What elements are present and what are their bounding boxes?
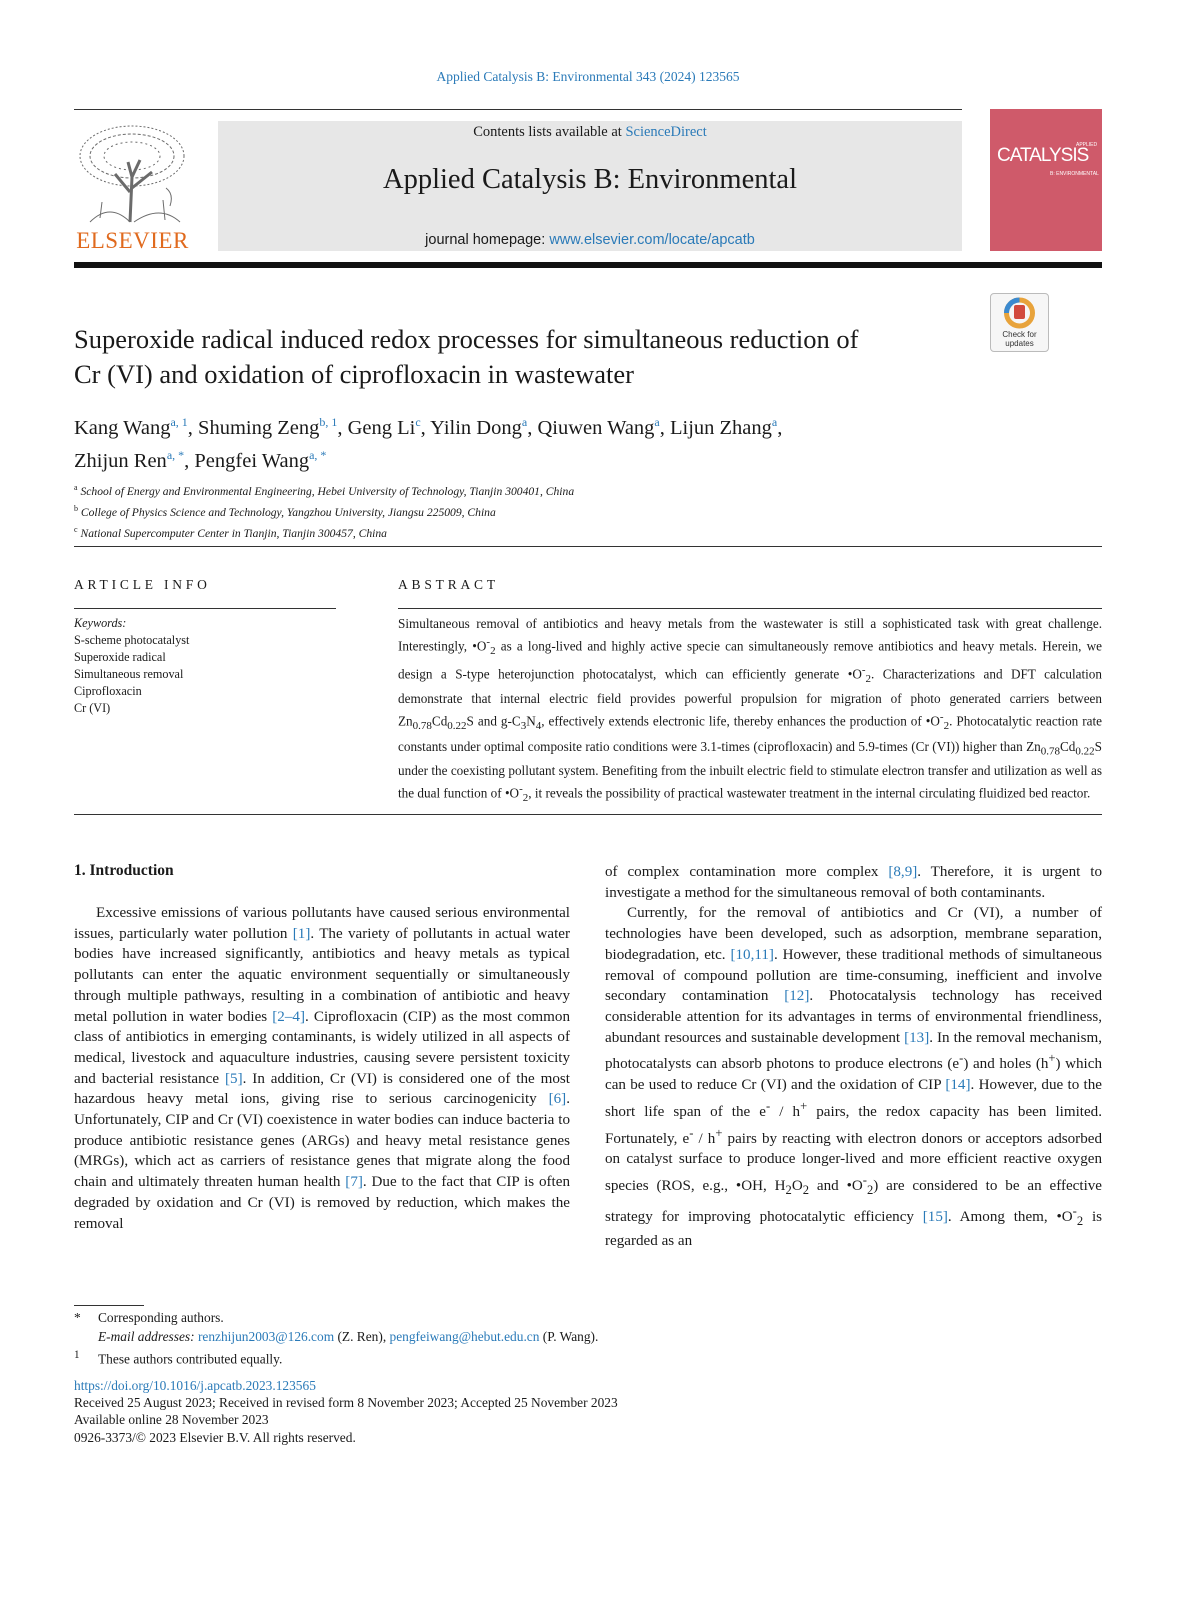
citation-link[interactable]: [13] [904,1029,930,1046]
author-geng-li[interactable]: Geng Li$^c$ [347,415,421,439]
citation-link[interactable]: [1] [292,925,311,942]
abstract-bottom-rule [74,814,1102,815]
contents-prefix: Contents lists available at [473,124,626,140]
corresponding-footnote: * Corresponding authors. [74,1310,224,1325]
cover-title: CATALYSIS [997,145,1089,166]
affiliations-divider [74,546,1102,547]
author-pengfei-wang[interactable]: Pengfei Wang$^{a, *}$ [194,447,327,472]
homepage-link[interactable]: www.elsevier.com/locate/apcatb [549,232,755,248]
keyword-item: Ciprofloxacin [74,684,142,698]
affiliations [74,479,974,542]
introduction-heading: 1. Introduction [74,862,174,879]
online-date: Available online 28 November 2023 [74,1412,269,1428]
journal-banner [218,121,962,251]
homepage-prefix: journal homepage: [425,232,550,248]
sciencedirect-link[interactable]: ScienceDirect [625,124,707,140]
citation-link[interactable]: [6] [548,1091,567,1108]
keyword-item: Cr (VI) [74,701,111,715]
banner-bottom-rule [74,262,1102,268]
author-list: Kang Wang$^{a, 1}$, Shuming Zeng$^{b, 1}$, Geng Li$^c$, Yilin Dong$^a$, Qiuwen Wang$^a$, Lijun Zhang$^a$, Zhijun Ren$^{a, *}$, Pengfei Wang$^{a, *}$ [74,415,783,472]
affiliation-c: $^c$ National Supercomputer Center in Tianjin, Tianjin 300457, China [74,524,387,540]
keyword-item: Superoxide radical [74,650,166,664]
article-info-heading: ARTICLE INFO [74,577,211,592]
author-lijun-zhang[interactable]: Lijun Zhang$^a$ [670,415,778,439]
tree-icon [70,122,195,226]
intro-right-column: of complex contamination more complex [8,9]. Therefore, it is urgent to investigate a method for the simultaneous removal of both contaminants. Currently, for the removal of antibiotics and Cr (VI), a number of technologies have been developed, such as adsorption, membrane separation, biodegradation, etc. [10,11]. However, these traditional methods of simultaneous removal of compound pollution are time-consuming, inefficient and involve secondary contamination [12]. Photocatalysis technology has received considerable attention for its advantages in terms of environmental friendliness, abundant resources and sustainable development [13]. In the removal mechanism, photocatalysts can absorb photons to produce electrons (e-) and holes (h+) which can be used to reduce Cr (VI) and the oxidation of CIP [14]. However, due to the short life span of the e- / h+ pairs, the redox capacity has been limited. Fortunately, e- / h+ pairs by reacting with electron donors or acceptors adsorbed on catalyst surface to produce longer-lived and more efficient reactive oxygen species (ROS, e.g., •OH, $H_2O_2$ and $•O^-_2$) are considered to be an effective strategy for improving photocatalytic efficiency [15]. Among them, $•O^-_2$ is regarded as an [605,864,1103,1250]
author-kang-wang[interactable]: Kang Wang$^{a, 1}$ [74,415,188,439]
citation-link[interactable]: [12] [784,988,810,1005]
abstract-rule [398,608,1102,609]
citation-link[interactable]: [15] [922,1208,948,1225]
footnotes [74,1305,974,1368]
keywords-label: Keywords: [74,616,127,630]
citation-link[interactable]: [8,9] [888,864,918,880]
citation-link[interactable]: [10,11] [730,946,774,963]
elsevier-logo [70,122,195,254]
article-info-rule [74,608,336,609]
keyword-item: Simultaneous removal [74,667,184,681]
journal-cover-image [990,109,1102,251]
copyright: 0926-3373/© 2023 Elsevier B.V. All rights reserved. [74,1429,356,1445]
check-for-updates-button[interactable] [990,293,1049,352]
check-updates-label: Check for updates [1002,330,1037,348]
homepage-line [218,232,962,248]
citation-link[interactable]: [14] [945,1077,971,1094]
check-updates-icon [991,294,1048,330]
abstract-text: Simultaneous removal of antibiotics and heavy metals from the wastewater is still a sophisticated task with great challenge. Interestingly, $•O^-_2$ as a long-lived and highly active specie can simultaneously remove antibiotics and heavy metals. Herein, we design a S-type heterojunction photocatalyst, which can efficiently generate $•O^-_2$. Characterizations and DFT calculation demonstrate that internal electric field provides powerful propulsion for migration of photo generated carriers between $Zn_{0.78}Cd_{0.22}S$ and $g-C_3N_4$, effectively extends electronic life, thereby enhances the production of $•O^-_2$. Photocatalytic reaction rate constants under optimal composite ratio conditions were 3.1-times (ciprofloxacin) and 5.9-times (Cr (VI)) higher than $Zn_{0.78}Cd_{0.22}S$ under the coexisting pollutant system. Benefiting from the inbuilt electric field to stimulate electron transfer and utilization as well as the dual function of $•O^-_2$, it reveals the possibility of practical wastewater treatment in the internal circulating fluidized bed reactor. [398,616,1103,805]
publication-info [74,1377,974,1446]
equal-contribution-footnote: $^1$ These authors contributed equally. [74,1349,283,1367]
author-zhijun-ren[interactable]: Zhijun Ren$^{a, *}$ [74,447,185,472]
author-qiuwen-wang[interactable]: Qiuwen Wang$^a$ [537,415,660,439]
header-divider [74,109,962,110]
received-dates: Received 25 August 2023; Received in revised form 8 November 2023; Accepted 25 November 2023 [74,1395,618,1411]
article-title [74,322,974,392]
title-line-2: Cr (VI) and oxidation of ciprofloxacin in wastewater [74,359,634,389]
abstract-heading: ABSTRACT [398,577,499,592]
cover-subtitle: B: ENVIRONMENTAL [1050,171,1099,177]
intro-left-column: Excessive emissions of various pollutants have caused serious environmental issues, particularly water pollution [1]. The variety of pollutants in actual water bodies have increased significantly, antibiotics and heavy metals as typical pollutants can enter the aquatic environment sequentially or simultaneously through multiple pathways, resulting in a combination of antibiotic and heavy metal pollution in water bodies [2–4]. Ciprofloxacin (CIP) as the most common class of antibiotics in emerging contaminants, is widely utilized in all aspects of medical, livestock and aquaculture industries, causing severe persistent toxicity and bacterial resistance [5]. In addition, Cr (VI) is considered one of the most hazardous heavy metal ions, giving rise to serious carcinogenicity [6]. Unfortunately, CIP and Cr (VI) coexistence in water bodies can induce bacteria to produce antibiotic resistance genes (ARGs) and heavy metal resistance genes (MRGs), which act as carriers of resistance genes that migrate along the food chain and ultimately threaten human health [7]. Due to the fact that CIP is often degraded by oxidation and Cr (VI) is removed by reduction, which makes the removal [74,905,570,1232]
affiliation-b: $^b$ College of Physics Science and Technology, Yangzhou University, Jiangsu 225009, China [74,503,496,519]
author-shuming-zeng[interactable]: Shuming Zeng$^{b, 1}$ [198,415,338,439]
keywords-block [74,615,336,717]
journal-title: Applied Catalysis B: Environmental [383,164,797,195]
email-link-wang[interactable]: pengfeiwang@hebut.edu.cn [389,1329,540,1344]
publisher-wordmark: ELSEVIER [76,228,189,253]
citation-link[interactable]: [2–4] [272,1008,305,1025]
cover-top-text: APPLIED [1076,142,1098,148]
email-footnote: E-mail addresses: renzhijun2003@126.com (Z. Ren), pengfeiwang@hebut.edu.cn (P. Wang). [98,1329,599,1344]
footnote-rule [74,1305,144,1306]
author-yilin-dong[interactable]: Yilin Dong$^a$ [430,415,528,439]
title-line-1: Superoxide radical induced redox processes for simultaneous reduction of [74,324,859,354]
affiliation-a: $^a$ School of Energy and Environmental Engineering, Hebei University of Technology, Tianjin 300401, China [74,483,575,498]
keyword-item: S-scheme photocatalyst [74,633,190,647]
doi-link[interactable]: https://doi.org/10.1016/j.apcatb.2023.123565 [74,1378,316,1393]
citation-link[interactable]: [7] [345,1174,363,1191]
journal-reference-link[interactable]: Applied Catalysis B: Environmental 343 (2024) 123565 [436,69,740,84]
citation-link[interactable]: [5] [225,1070,243,1087]
contents-line [218,124,962,141]
email-link-ren[interactable]: renzhijun2003@126.com [197,1329,335,1344]
